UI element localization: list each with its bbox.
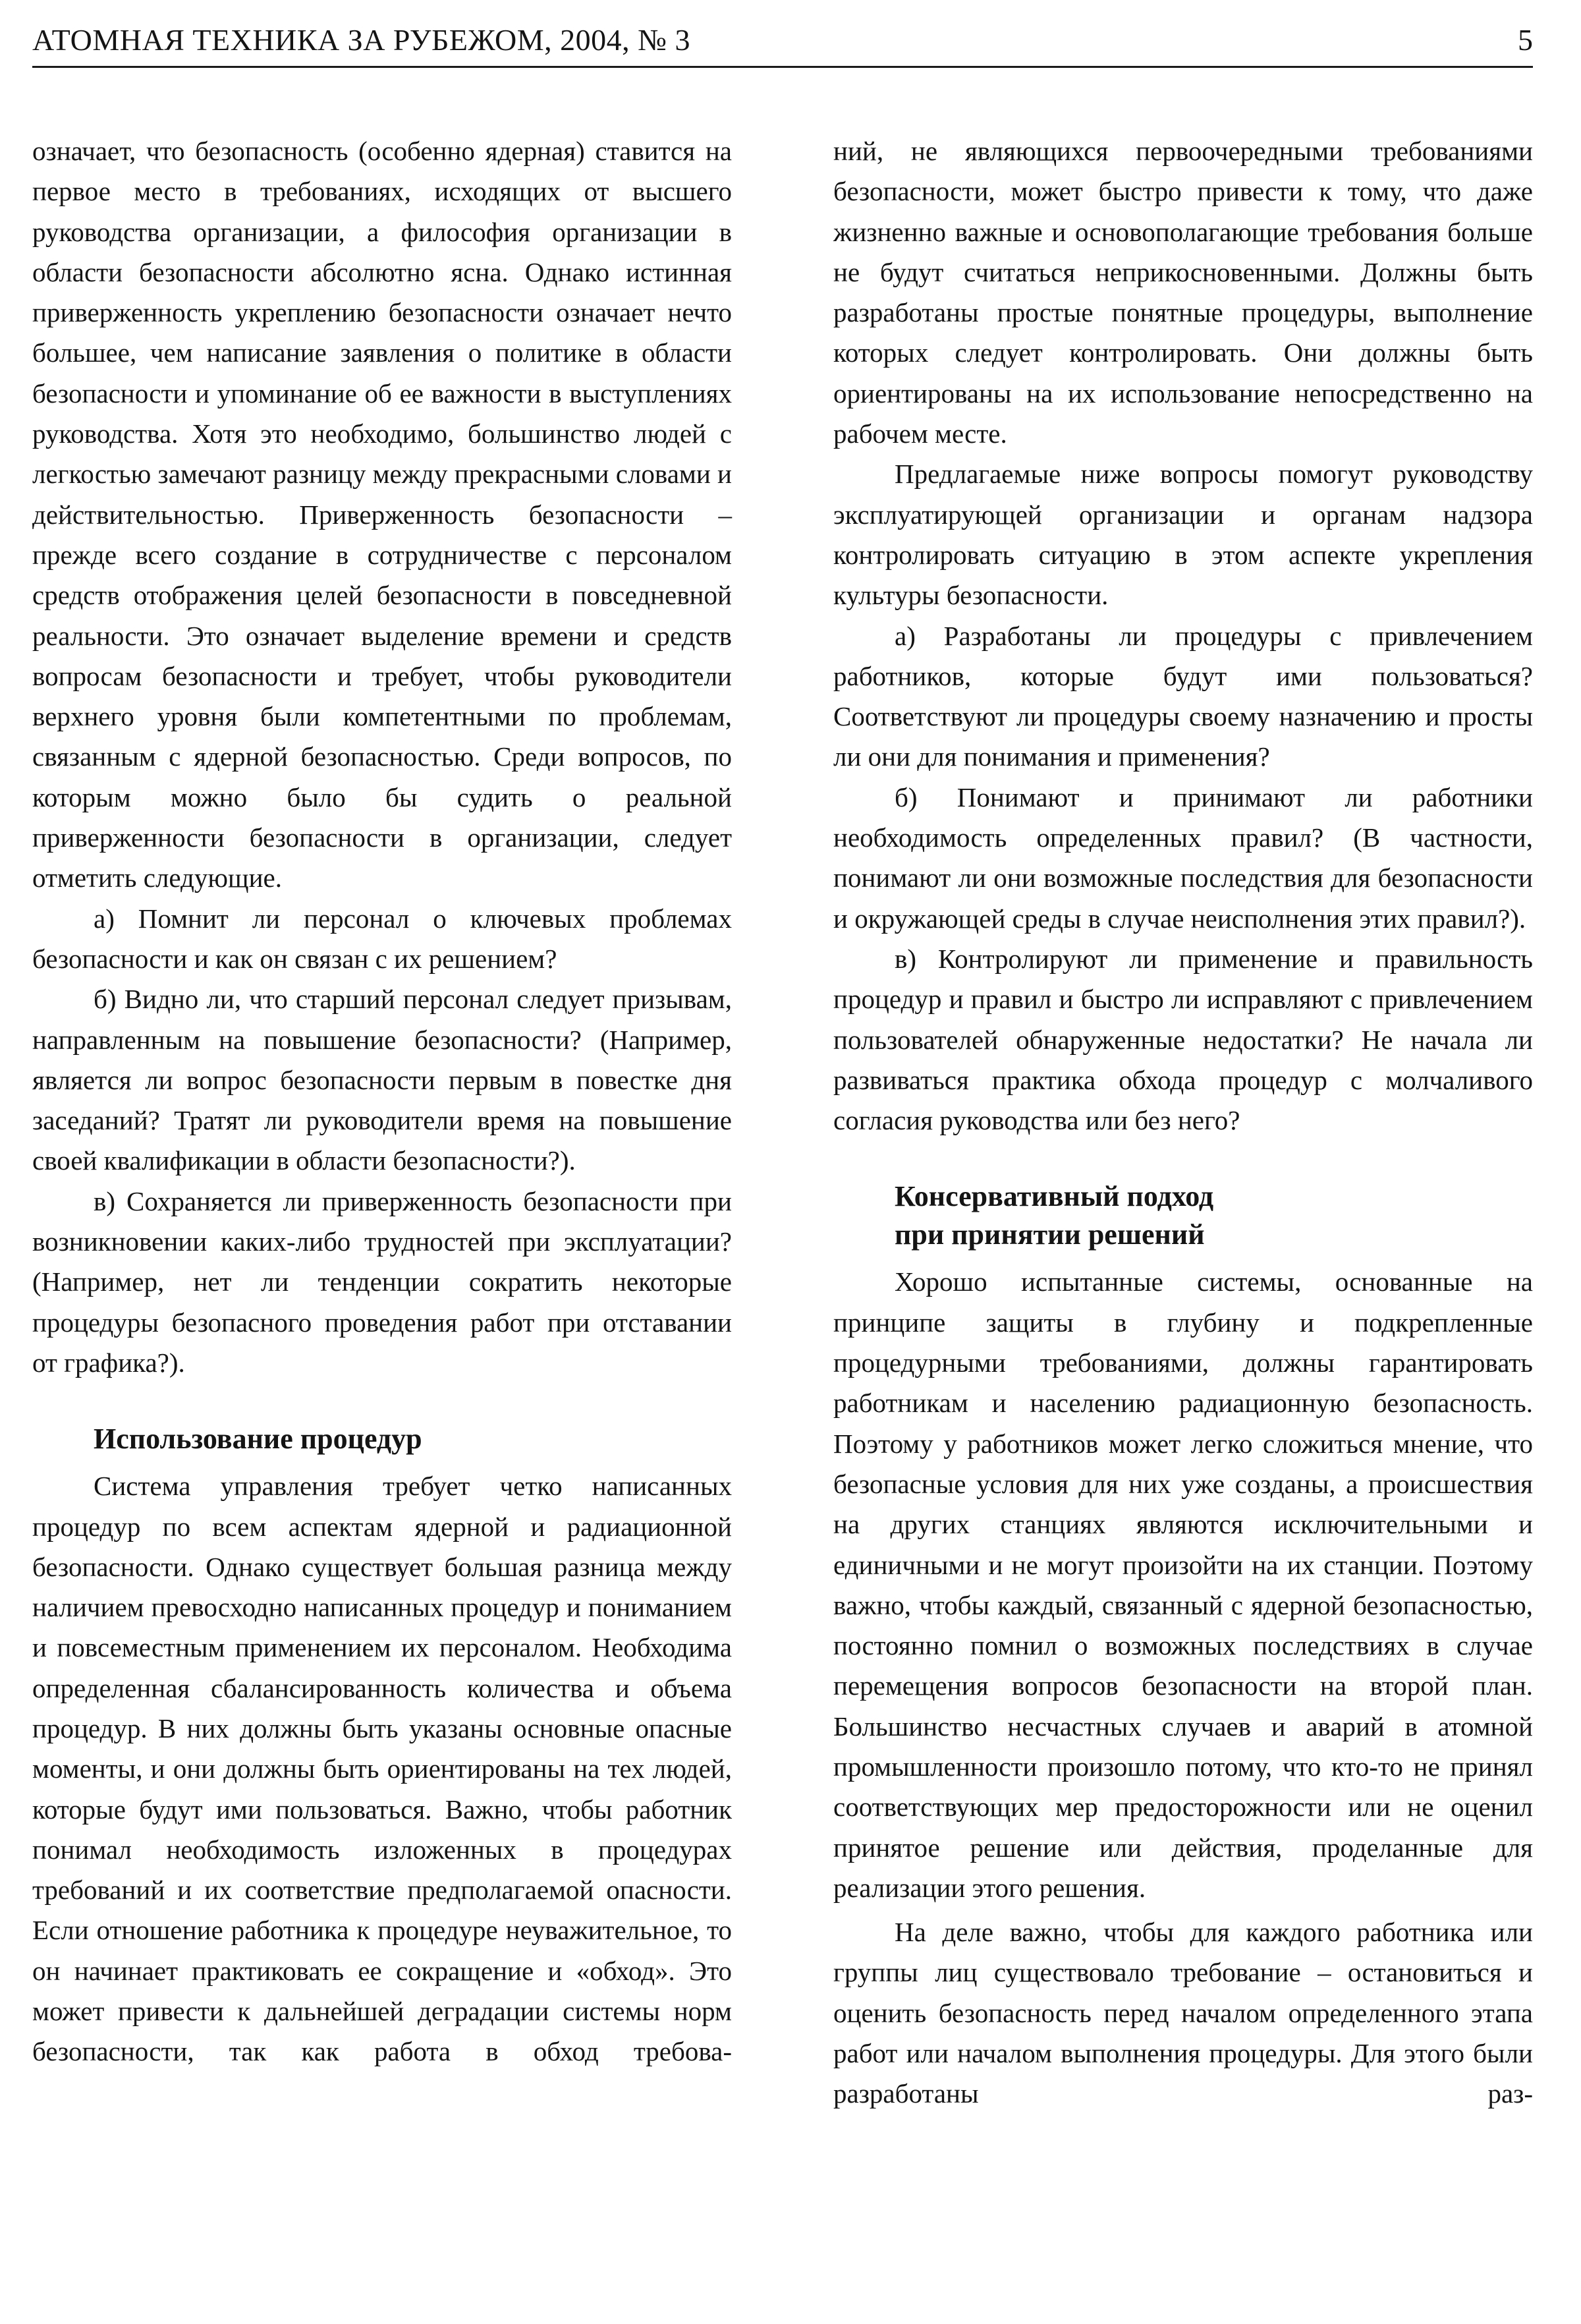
paragraph: означает, что безопасность (особенно ядерная) ставится на первое место в требованиях, исходящих от высшего руководства организации, а философия организации в области безопасности абсолютно ясна. Однако истинная приверженность укреплению безопасности означает нечто большее, чем написание заявления о политике в области безопасности и упоминание об ее важности в выступлениях руководства. Хотя это необходимо, большинство людей с легкостью замечают разницу между прекрасными словами и действительностью. Приверженность безопасности – прежде всего создание в сотрудничестве с персоналом средств отображения целей безопасности в повседневной реальности. Это означает выделение времени и средств вопросам безопасности и требует, чтобы руководители верхнего уровня были компетентными по проблемам, связанным с ядерной безопасностью. Среди вопросов, по которым можно было бы судить о реальной приверженности безопасности в организации, следует отметить следующие.	[32, 136, 732, 893]
left-column	[32, 131, 732, 2072]
paragraph: Хорошо испытанные системы, основанные на принципе защиты в глубину и подкрепленные процедурными требованиями, должны гарантировать работникам и населению радиационную безопасность. Поэтому у работников может легко сложиться мнение, что безопасные условия для них уже созданы, а происшествия на других станциях являются исключительными и единичными и не могут произойти на их станции. Поэтому важно, чтобы каждый, связанный с ядерной безопасностью, постоянно помнил о возможных последствиях в случае перемещения вопросов безопасности на второй план. Большинство несчастных случаев и аварий в атомной промышленности произошло потому, что кто-то не принял соответствующих мер предосторожности или не оценил принятое решение или действия, проделанные для реализации этого решения.	[833, 1266, 1533, 1903]
paragraph: Система управления требует четко написанных процедур по всем аспектам ядерной и радиационной безопасности. Однако существует большая разница между наличием превосходно написанных процедур и пониманием и повсеместным применением их персоналом. Необходима определенная сбалансированность количества и объема процедур. В них должны быть указаны основные опасные моменты, и они должны быть ориентированы на тех людей, которые будут ими пользоваться. Важно, чтобы работник понимал необходимость изложенных в процедурах требований и их соответствие предполагаемой опасности. Если отношение работника к процедуре неуважительное, то он начинает практиковать ее сокращение и «обход». Это может привести к дальнейшей деградации системы норм безопасности, так как работа в обход требова-	[32, 1471, 732, 2067]
heading-line-1: Консервативный подход	[895, 1180, 1214, 1213]
page-number: 5	[1518, 23, 1533, 57]
right-column	[833, 131, 1533, 2114]
heading-line-2: при принятии решений	[895, 1218, 1205, 1251]
question-c: в) Контролируют ли применение и правильность процедур и правил и быстро ли исправляют с привлечением пользователей обнаруженные недостатки? Не начала ли развиваться практика обхода процедур с молчаливого согласия руководства или без него?	[833, 943, 1533, 1136]
paragraph: ний, не являющихся первоочередными требованиями безопасности, может быстро привести к тому, что даже жизненно важные и основополагающие требования больше не будут считаться неприкосновенными. Должны быть разработаны простые понятные процедуры, выполнение которых следует контролировать. Они должны быть ориентированы на их использование непосредственно на рабочем месте.	[833, 136, 1533, 449]
question-a: а) Разработаны ли процедуры с привлечением работников, которые будут ими пользоваться? Соответствуют ли процедуры своему назначению и просты ли они для понимания и применения?	[833, 620, 1533, 772]
running-header	[32, 20, 1533, 68]
question-c: в) Сохраняется ли приверженность безопасности при возникновении каких-либо трудностей при эксплуатации? (Например, нет ли тенденции сократить некоторые процедуры безопасного проведения работ при отставании от графика?).	[32, 1185, 732, 1378]
question-b: б) Видно ли, что старший персонал следует призывам, направленным на повышение безопасности? (Например, является ли вопрос безопасности первым в повестке дня заседаний? Тратят ли руководители время на повышение своей квалификации в области безопасности?).	[32, 984, 732, 1176]
section-heading	[895, 1177, 1533, 1254]
question-b: б) Понимают и принимают ли работники необходимость определенных правил? (В частности, понимают ли они возможные последствия для безопасности и окружающей среды в случае неисполнения этих правил?).	[833, 781, 1533, 934]
paragraph: На деле важно, чтобы для каждого работника или группы лиц существовало требование – остановиться и оценить безопасность перед началом определенного этапа работ или началом выполнения процедуры. Для этого были разработаны раз-	[833, 1917, 1533, 2109]
journal-title: АТОМНАЯ ТЕХНИКА ЗА РУБЕЖОМ, 2004, № 3	[32, 23, 691, 57]
question-a: а) Помнит ли персонал о ключевых проблемах безопасности и как он связан с их решением?	[32, 903, 732, 974]
paragraph: Предлагаемые ниже вопросы помогут руководству эксплуатирующей организации и органам надзора контролировать ситуацию в этом аспекте укрепления культуры безопасности.	[833, 459, 1533, 611]
section-heading: Использование процедур	[94, 1423, 422, 1456]
